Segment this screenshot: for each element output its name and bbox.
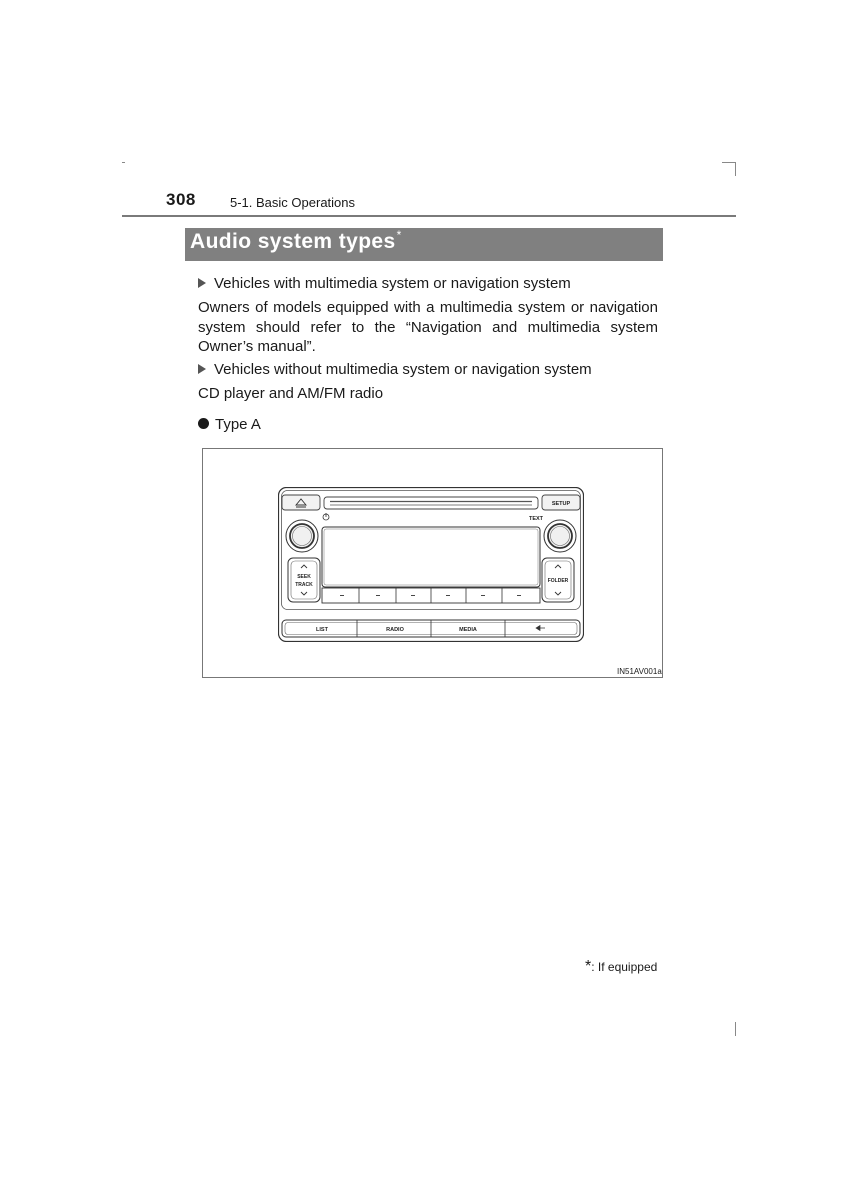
display-screen: [322, 527, 540, 587]
preset-buttons: [322, 588, 540, 603]
if-equipped-mark: *: [396, 228, 402, 242]
cd-radio-line: CD player and AM/FM radio: [198, 385, 384, 402]
figure-code: IN51AV001a: [617, 667, 662, 676]
folder-label: FOLDER: [547, 578, 569, 584]
list-button[interactable]: [316, 627, 329, 633]
item-with-multimedia: [198, 274, 668, 294]
section-title: [185, 228, 663, 261]
type-a-text: Type A: [215, 416, 261, 433]
crop-mark-bottom-right: [735, 1022, 736, 1036]
footnote: [585, 958, 657, 976]
section-title-text: Audio system types: [190, 230, 396, 253]
footnote-text: : If equipped: [591, 960, 658, 974]
item-with-multimedia-text: Vehicles with multimedia system or navigation system: [214, 275, 571, 292]
power-volume-knob[interactable]: [286, 520, 318, 552]
radio-button-label: RADIO: [386, 627, 404, 633]
list-button-label: LIST: [316, 627, 328, 633]
media-button-label: MEDIA: [459, 627, 477, 633]
crop-mark-top-right-h: [722, 162, 736, 163]
type-a-label: [198, 415, 398, 435]
text-label: TEXT: [528, 516, 544, 522]
item-without-multimedia: [198, 360, 668, 380]
setup-button[interactable]: [542, 495, 580, 510]
triangle-bullet-icon: [198, 278, 206, 288]
eject-button[interactable]: [282, 495, 320, 510]
audio-unit-illustration: [278, 487, 584, 642]
setup-button-label: SETUP: [551, 501, 571, 507]
item-without-multimedia-text: Vehicles without multimedia system or navigation system: [214, 361, 592, 378]
media-button[interactable]: [459, 627, 477, 633]
seek-label: SEEK: [297, 574, 311, 580]
seek-track-button[interactable]: [288, 558, 320, 602]
triangle-bullet-icon: [198, 364, 206, 374]
multimedia-paragraph: Owners of models equipped with a multimedia system or navigation system should refer to the “Navigation and multimedia system Owner’s manual”.: [198, 299, 658, 355]
footnote-mark: *: [585, 958, 592, 975]
page-number: 308: [166, 190, 196, 209]
tune-scroll-knob[interactable]: [544, 520, 576, 552]
crop-mark-top-right-v: [735, 162, 736, 176]
section-label: 5-1. Basic Operations: [230, 195, 356, 210]
crop-mark-top-left: [122, 162, 125, 163]
track-label: TRACK: [295, 582, 313, 588]
cd-slot: [324, 497, 538, 509]
radio-button[interactable]: [386, 627, 404, 633]
folder-button[interactable]: [542, 558, 574, 602]
header-rule: [122, 215, 736, 217]
round-bullet-icon: [198, 418, 209, 429]
